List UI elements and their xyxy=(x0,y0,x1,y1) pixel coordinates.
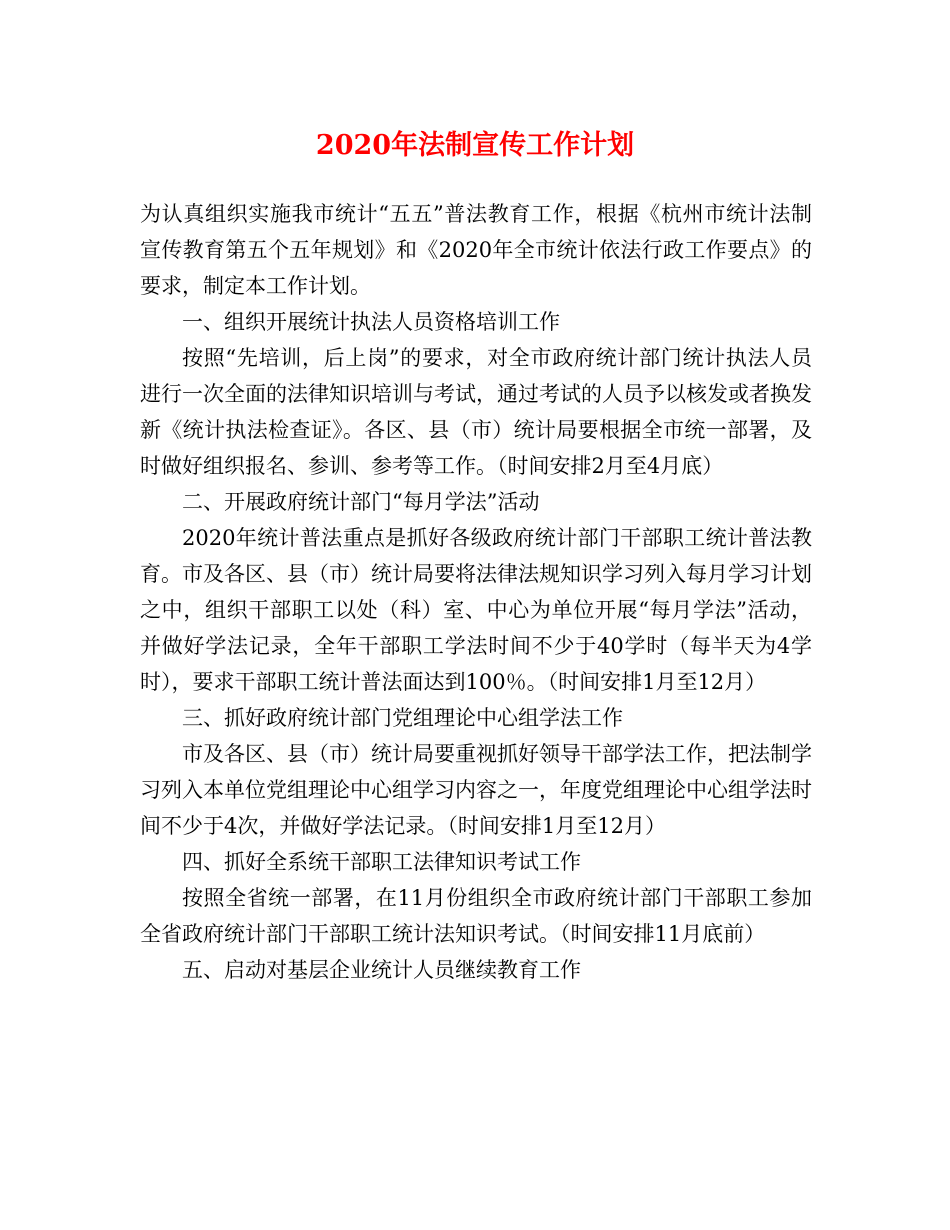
paragraph: 五、启动对基层企业统计人员继续教育工作 xyxy=(182,958,581,982)
paragraph: 按照全省统一部署，在11月份组织全市政府统计部门干部职工参加全省政府统计部门干部职工统计法知识考试。（时间安排11月底前） xyxy=(140,886,812,946)
paragraph: 三、抓好政府统计部门党组理论中心组学法工作 xyxy=(182,706,623,730)
paragraph: 按照“先培训，后上岗”的要求，对全市政府统计部门统计执法人员进行一次全面的法律知识培训与考试，通过考试的人员予以核发或者换发新《统计执法检查证》。各区、县（市）统计局要根据全市统一部署，及时做好组织报名、参训、参考等工作。（时间安排2月至4月底） xyxy=(140,346,812,478)
paragraph: 为认真组织实施我市统计“五五”普法教育工作，根据《杭州市统计法制宣传教育第五个五年规划》和《2020年全市统计依法行政工作要点》的要求，制定本工作计划。 xyxy=(140,202,812,298)
paragraph: 市及各区、县（市）统计局要重视抓好领导干部学法工作，把法制学习列入本单位党组理论中心组学习内容之一，年度党组理论中心组学法时间不少于4次，并做好学法记录。（时间安排1月至12月） xyxy=(140,742,812,838)
paragraph: 四、抓好全系统干部职工法律知识考试工作 xyxy=(182,850,581,874)
document-title: 2020年法制宣传工作计划 xyxy=(315,130,635,161)
paragraph: 2020年统计普法重点是抓好各级政府统计部门干部职工统计普法教育。市及各区、县（市）统计局要将法律法规知识学习列入每月学习计划之中，组织干部职工以处（科）室、中心为单位开展“每月学法”活动，并做好学法记录，全年干部职工学法时间不少于40学时（每半天为4学时），要求干部职工统计普法面达到100％。（时间安排1月至12月） xyxy=(140,526,812,694)
paragraph: 二、开展政府统计部门“每月学法”活动 xyxy=(182,490,540,514)
paragraph: 一、组织开展统计执法人员资格培训工作 xyxy=(182,310,560,334)
document-body xyxy=(140,196,812,988)
